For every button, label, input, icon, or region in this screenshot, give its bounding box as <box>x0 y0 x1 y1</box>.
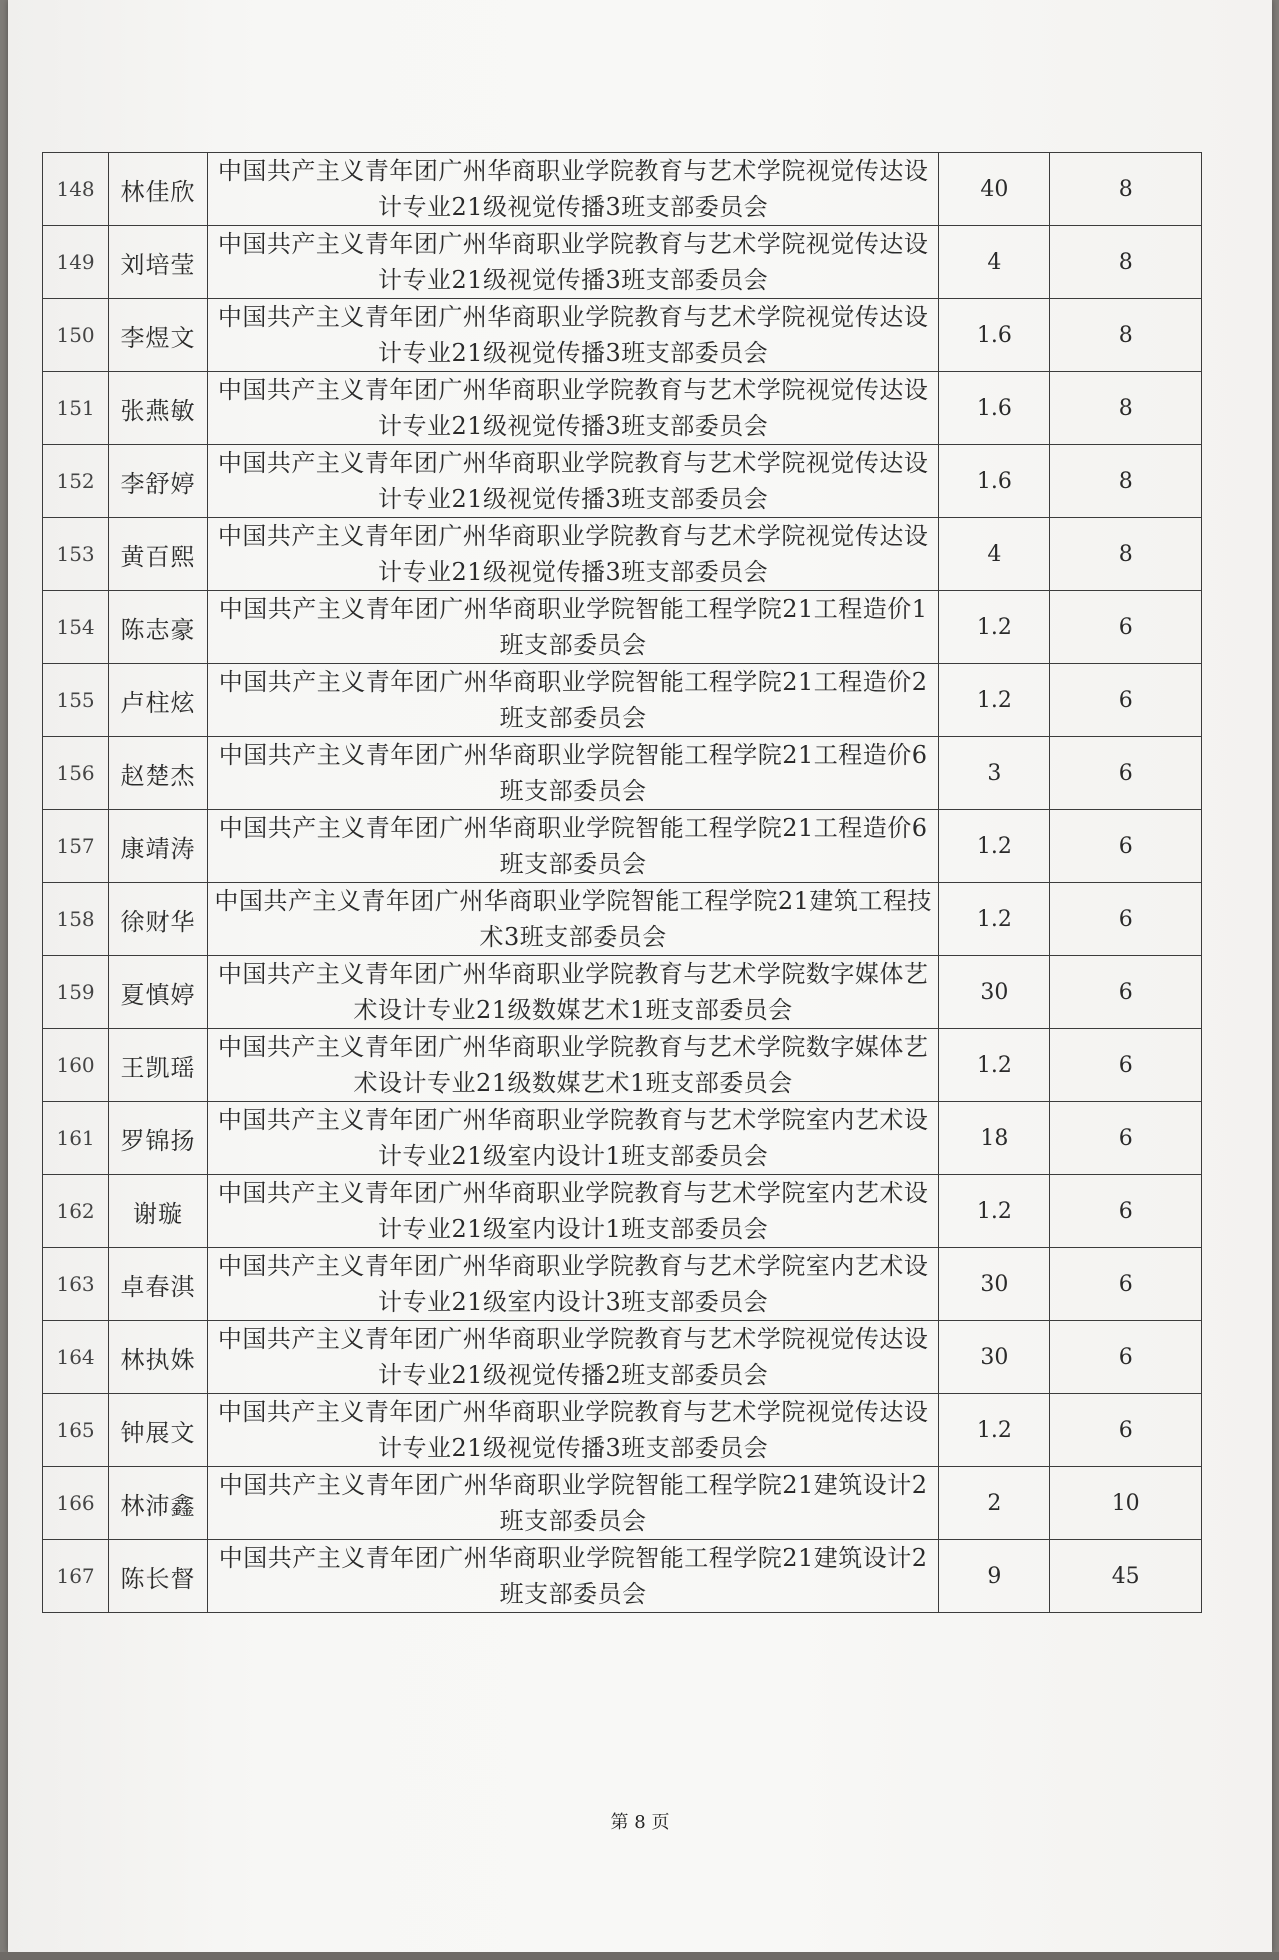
amount-value: 1.6 <box>939 299 1050 372</box>
table-row <box>43 226 1202 299</box>
amount-value: 4 <box>939 518 1050 591</box>
row-number: 164 <box>43 1321 109 1394</box>
amount-value: 30 <box>939 956 1050 1029</box>
table-row <box>43 956 1202 1029</box>
member-name: 王凯瑶 <box>109 1029 208 1102</box>
amount-value: 1.2 <box>939 810 1050 883</box>
amount-value: 1.6 <box>939 445 1050 518</box>
amount-value: 1.2 <box>939 1029 1050 1102</box>
member-name: 徐财华 <box>109 883 208 956</box>
member-name: 陈志豪 <box>109 591 208 664</box>
amount-value: 40 <box>939 153 1050 226</box>
table-body <box>43 153 1202 1613</box>
score-value: 8 <box>1050 372 1202 445</box>
member-name: 林沛鑫 <box>109 1467 208 1540</box>
organization-name: 中国共产主义青年团广州华商职业学院教育与艺术学院视觉传达设计专业21级视觉传播3班支部委员会 <box>207 372 939 445</box>
score-value: 6 <box>1050 1394 1202 1467</box>
amount-value: 1.2 <box>939 1394 1050 1467</box>
score-value: 8 <box>1050 445 1202 518</box>
organization-name: 中国共产主义青年团广州华商职业学院教育与艺术学院视觉传达设计专业21级视觉传播3班支部委员会 <box>207 299 939 372</box>
page-number: 第 8 页 <box>610 1812 670 1833</box>
table-row <box>43 1029 1202 1102</box>
table-row <box>43 1248 1202 1321</box>
amount-value: 2 <box>939 1467 1050 1540</box>
score-value: 6 <box>1050 956 1202 1029</box>
table-row <box>43 372 1202 445</box>
amount-value: 9 <box>939 1540 1050 1613</box>
table-row <box>43 153 1202 226</box>
amount-value: 1.2 <box>939 591 1050 664</box>
organization-name: 中国共产主义青年团广州华商职业学院教育与艺术学院视觉传达设计专业21级视觉传播3班支部委员会 <box>207 518 939 591</box>
score-value: 45 <box>1050 1540 1202 1613</box>
table-row <box>43 1321 1202 1394</box>
score-value: 6 <box>1050 591 1202 664</box>
member-name: 李舒婷 <box>109 445 208 518</box>
score-value: 6 <box>1050 810 1202 883</box>
member-name: 罗锦扬 <box>109 1102 208 1175</box>
member-name: 钟展文 <box>109 1394 208 1467</box>
row-number: 160 <box>43 1029 109 1102</box>
organization-name: 中国共产主义青年团广州华商职业学院教育与艺术学院视觉传达设计专业21级视觉传播3班支部委员会 <box>207 1394 939 1467</box>
score-value: 8 <box>1050 153 1202 226</box>
row-number: 154 <box>43 591 109 664</box>
score-value: 6 <box>1050 1029 1202 1102</box>
organization-name: 中国共产主义青年团广州华商职业学院教育与艺术学院视觉传达设计专业21级视觉传播3班支部委员会 <box>207 153 939 226</box>
organization-name: 中国共产主义青年团广州华商职业学院智能工程学院21建筑设计2班支部委员会 <box>207 1467 939 1540</box>
table-row <box>43 591 1202 664</box>
organization-name: 中国共产主义青年团广州华商职业学院智能工程学院21建筑工程技术3班支部委员会 <box>207 883 939 956</box>
organization-name: 中国共产主义青年团广州华商职业学院教育与艺术学院室内艺术设计专业21级室内设计1班支部委员会 <box>207 1102 939 1175</box>
table-row <box>43 664 1202 737</box>
organization-name: 中国共产主义青年团广州华商职业学院智能工程学院21工程造价6班支部委员会 <box>207 810 939 883</box>
row-number: 151 <box>43 372 109 445</box>
member-name: 黄百熙 <box>109 518 208 591</box>
row-number: 158 <box>43 883 109 956</box>
amount-value: 3 <box>939 737 1050 810</box>
row-number: 157 <box>43 810 109 883</box>
amount-value: 1.2 <box>939 664 1050 737</box>
organization-name: 中国共产主义青年团广州华商职业学院智能工程学院21建筑设计2班支部委员会 <box>207 1540 939 1613</box>
table-row <box>43 810 1202 883</box>
member-name: 林执姝 <box>109 1321 208 1394</box>
member-name: 赵楚杰 <box>109 737 208 810</box>
organization-name: 中国共产主义青年团广州华商职业学院教育与艺术学院视觉传达设计专业21级视觉传播2班支部委员会 <box>207 1321 939 1394</box>
table-row <box>43 1175 1202 1248</box>
organization-name: 中国共产主义青年团广州华商职业学院教育与艺术学院数字媒体艺术设计专业21级数媒艺术1班支部委员会 <box>207 956 939 1029</box>
score-value: 6 <box>1050 1102 1202 1175</box>
amount-value: 30 <box>939 1321 1050 1394</box>
organization-name: 中国共产主义青年团广州华商职业学院教育与艺术学院视觉传达设计专业21级视觉传播3班支部委员会 <box>207 226 939 299</box>
table-row <box>43 445 1202 518</box>
member-name: 卓春淇 <box>109 1248 208 1321</box>
row-number: 155 <box>43 664 109 737</box>
background-edge <box>0 1952 1279 1960</box>
row-number: 165 <box>43 1394 109 1467</box>
table-row <box>43 518 1202 591</box>
score-value: 8 <box>1050 299 1202 372</box>
member-name: 刘培莹 <box>109 226 208 299</box>
table-row <box>43 1394 1202 1467</box>
row-number: 166 <box>43 1467 109 1540</box>
organization-name: 中国共产主义青年团广州华商职业学院教育与艺术学院视觉传达设计专业21级视觉传播3班支部委员会 <box>207 445 939 518</box>
row-number: 162 <box>43 1175 109 1248</box>
member-name: 夏慎婷 <box>109 956 208 1029</box>
score-value: 6 <box>1050 1248 1202 1321</box>
organization-name: 中国共产主义青年团广州华商职业学院教育与艺术学院室内艺术设计专业21级室内设计3班支部委员会 <box>207 1248 939 1321</box>
organization-name: 中国共产主义青年团广州华商职业学院智能工程学院21工程造价2班支部委员会 <box>207 664 939 737</box>
member-name: 李煜文 <box>109 299 208 372</box>
row-number: 159 <box>43 956 109 1029</box>
score-value: 6 <box>1050 1175 1202 1248</box>
score-value: 8 <box>1050 226 1202 299</box>
member-table <box>42 152 1202 1613</box>
organization-name: 中国共产主义青年团广州华商职业学院教育与艺术学院室内艺术设计专业21级室内设计1班支部委员会 <box>207 1175 939 1248</box>
row-number: 149 <box>43 226 109 299</box>
row-number: 167 <box>43 1540 109 1613</box>
amount-value: 1.2 <box>939 883 1050 956</box>
row-number: 152 <box>43 445 109 518</box>
row-number: 153 <box>43 518 109 591</box>
score-value: 6 <box>1050 883 1202 956</box>
organization-name: 中国共产主义青年团广州华商职业学院智能工程学院21工程造价1班支部委员会 <box>207 591 939 664</box>
table-row <box>43 1540 1202 1613</box>
amount-value: 4 <box>939 226 1050 299</box>
organization-name: 中国共产主义青年团广州华商职业学院智能工程学院21工程造价6班支部委员会 <box>207 737 939 810</box>
table-row <box>43 299 1202 372</box>
table-row <box>43 1102 1202 1175</box>
amount-value: 1.2 <box>939 1175 1050 1248</box>
organization-name: 中国共产主义青年团广州华商职业学院教育与艺术学院数字媒体艺术设计专业21级数媒艺术1班支部委员会 <box>207 1029 939 1102</box>
amount-value: 1.6 <box>939 372 1050 445</box>
member-name: 卢柱炫 <box>109 664 208 737</box>
amount-value: 18 <box>939 1102 1050 1175</box>
score-value: 6 <box>1050 1321 1202 1394</box>
row-number: 150 <box>43 299 109 372</box>
member-name: 陈长督 <box>109 1540 208 1613</box>
row-number: 156 <box>43 737 109 810</box>
table-row <box>43 737 1202 810</box>
row-number: 163 <box>43 1248 109 1321</box>
amount-value: 30 <box>939 1248 1050 1321</box>
table-row <box>43 883 1202 956</box>
table-row <box>43 1467 1202 1540</box>
score-value: 10 <box>1050 1467 1202 1540</box>
member-name: 康靖涛 <box>109 810 208 883</box>
member-name: 谢璇 <box>109 1175 208 1248</box>
score-value: 6 <box>1050 737 1202 810</box>
row-number: 148 <box>43 153 109 226</box>
document-page <box>8 0 1272 1952</box>
score-value: 8 <box>1050 518 1202 591</box>
row-number: 161 <box>43 1102 109 1175</box>
member-name: 张燕敏 <box>109 372 208 445</box>
score-value: 6 <box>1050 664 1202 737</box>
member-name: 林佳欣 <box>109 153 208 226</box>
